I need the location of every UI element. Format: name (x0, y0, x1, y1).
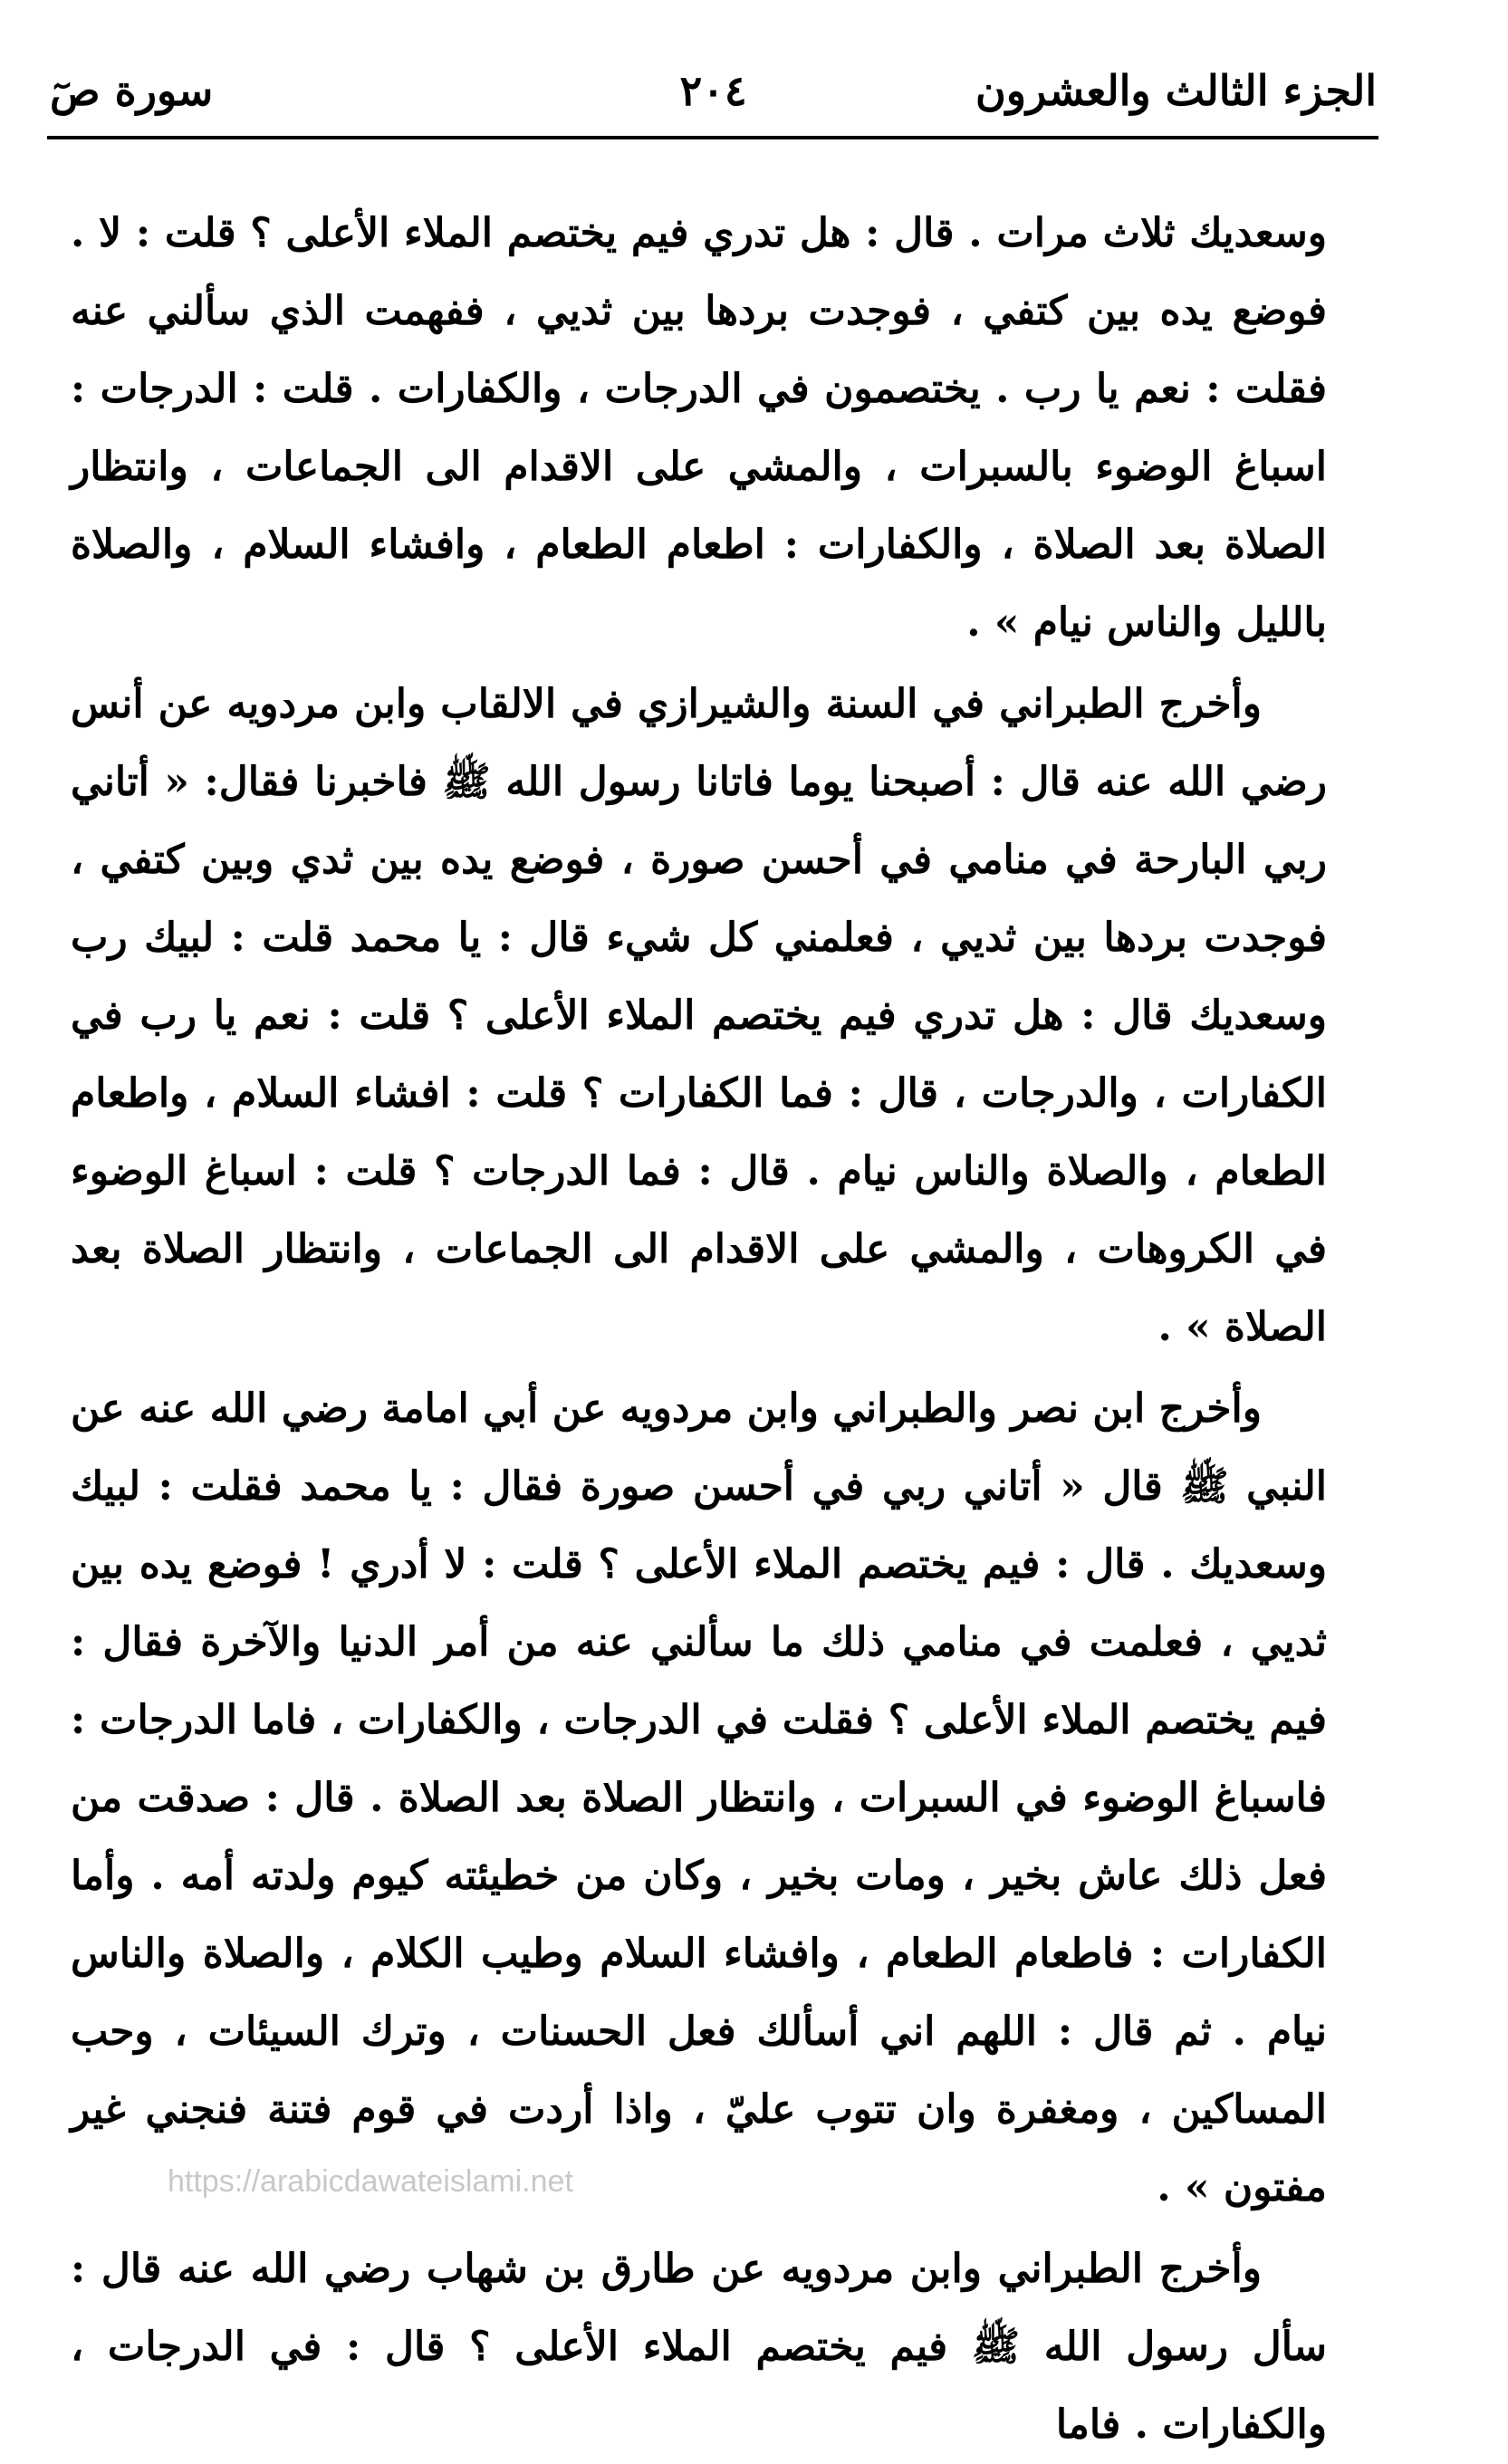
paragraph-1: وسعديك ثلاث مرات . قال : هل تدري فيم يختصم الملاء الأعلى ؟ قلت : لا . فوضع يده بين كتفي ، فوجدت بردها بين ثديي ، ففهمت الذي سألني عنه فقلت : نعم يا رب . يختصمون في الدرجات ، والكفارات . قلت : الدرجات : اسباغ الوضوء بالسبرات ، والمشي على الاقدام الى الجماعات ، وانتظار الصلاة بعد الصلاة ، والكفارات : اطعام الطعام ، وافشاء السلام ، والصلاة بالليل والناس نيام » . (71, 210, 1327, 646)
header-divider (47, 136, 1378, 139)
page-body (71, 195, 1327, 2464)
paragraph-2: وأخرج الطبراني في السنة والشيرازي في الالقاب وابن مردويه عن أنس رضي الله عنه قال : أصبحنا يوما فاتانا رسول الله ﷺ فاخبرنا فقال: « أتاني ربي البارحة في منامي في أحسن صورة ، فوضع يده بين ثدي وبين كتفي ، فوجدت بردها بين ثديي ، فعلمني كل شيء قال : يا محمد قلت : لبيك رب وسعديك قال : هل تدري فيم يختصم الملاء الأعلى ؟ قلت : نعم يا رب في الكفارات ، والدرجات ، قال : فما الكفارات ؟ قلت : افشاء السلام ، واطعام الطعام ، والصلاة والناس نيام . قال : فما الدرجات ؟ قلت : اسباغ الوضوء في الكروهات ، والمشي على الاقدام الى الجماعات ، وانتظار الصلاة بعد الصلاة » . (71, 681, 1327, 1350)
paragraph-3: وأخرج ابن نصر والطبراني وابن مردويه عن أبي امامة رضي الله عنه عن النبي ﷺ قال « أتاني ربي في أحسن صورة فقال : يا محمد فقلت : لبيك وسعديك . قال : فيم يختصم الملاء الأعلى ؟ قلت : لا أدري ! فوضع يده بين ثديي ، فعلمت في منامي ذلك ما سألني عنه من أمر الدنيا والآخرة فقال : فيم يختصم الملاء الأعلى ؟ فقلت في الدرجات ، والكفارات ، فاما الدرجات : فاسباغ الوضوء في السبرات ، وانتظار الصلاة بعد الصلاة . قال : صدقت من فعل ذلك عاش بخير ، ومات بخير ، وكان من خطيئته كيوم ولدته أمه . وأما الكفارات : فاطعام الطعام ، وافشاء السلام وطيب الكلام ، والصلاة والناس نيام . ثم قال : اللهم اني أسألك فعل الحسنات ، وترك السيئات ، وحب المساكين ، ومغفرة وان تتوب عليّ ، واذا أردت في قوم فتنة فنجني غير مفتون » . (71, 1385, 1327, 2210)
page-number: ٢٠٤ (679, 66, 747, 115)
part-title: الجزء الثالث والعشرون (975, 66, 1377, 115)
watermark-url: https://arabicdawateislami.net (168, 2164, 573, 2199)
page-header (50, 50, 1377, 131)
paragraph-4: وأخرج الطبراني وابن مردويه عن طارق بن شهاب رضي الله عنه قال : سأل رسول الله ﷺ فيم يختصم الملاء الأعلى ؟ قال : في الدرجات ، والكفارات . فاما (71, 2246, 1327, 2448)
surah-title: سورة صٓ (50, 66, 214, 115)
